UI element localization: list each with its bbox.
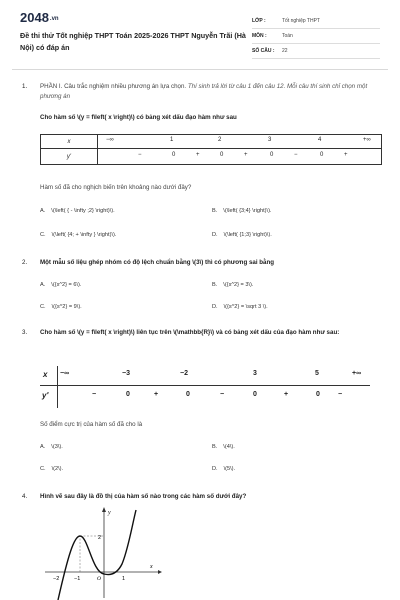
question-3 (22, 328, 382, 338)
option-c[interactable]: C. \(2\). (40, 466, 64, 472)
meta-key: MÔN : (252, 33, 267, 39)
option-a[interactable]: A. \({s^2} = 6\). (40, 282, 82, 288)
question-4 (22, 492, 382, 502)
sign: 0 (126, 391, 130, 398)
question-text: Cho hàm số \(y = f\left( x \right)\) có bảng xét dấu đạo hàm như sau (40, 114, 237, 121)
table-divider-h (40, 385, 370, 386)
function-curve (58, 510, 136, 600)
x-axis-arrow (158, 570, 162, 574)
sign: − (338, 391, 343, 398)
document-title: Đề thi thử Tốt nghiệp THPT Toán 2025-2026 THPT Nguyễn Trãi (Hà Nội) có đáp án (20, 31, 246, 52)
sign: + (244, 152, 248, 158)
y-tick-label: 2 (98, 535, 102, 541)
table-divider-v (57, 366, 58, 408)
y-label: y' (42, 391, 49, 400)
y-axis-label: y (108, 510, 111, 516)
x-label: x (43, 370, 48, 379)
question-text: Một mẫu số liệu ghép nhóm có độ lệch chuẩn bằng \(3\) thì có phương sai bằng (40, 259, 275, 266)
y-signs-row (98, 149, 382, 165)
sign: 0 (320, 152, 324, 158)
option-b[interactable]: B. \({s^2} = 3\). (212, 282, 254, 288)
meta-value: 22 (282, 48, 288, 54)
sign-table-1 (40, 134, 382, 165)
y-axis-arrow (102, 507, 106, 512)
meta-row-count (252, 44, 380, 59)
x-tick-label: −2 (53, 576, 60, 582)
question-2 (22, 258, 382, 268)
question-text: Hàm số đã cho nghịch biến trên khoảng nào dưới đây? (40, 184, 192, 191)
option-d[interactable]: D. \(5\). (212, 466, 236, 472)
function-graph (40, 506, 170, 600)
meta-panel (252, 14, 380, 59)
part-heading: PHẦN I. Câu trắc nghiệm nhiều phương án lựa chọn. (40, 83, 187, 90)
x-axis-label: x (150, 564, 153, 570)
question-1-given (40, 113, 380, 123)
option-b[interactable]: B. \(\left( {3;4} \right)\). (212, 208, 272, 214)
question-number: 2. (22, 259, 28, 266)
option-a[interactable]: A. \(\left( { - \infty ;2} \right)\). (40, 208, 115, 214)
meta-key: LỚP : (252, 18, 266, 24)
x-tick-label: −1 (74, 576, 81, 582)
meta-value: Tốt nghiệp THPT (282, 18, 320, 24)
x-value: 5 (315, 370, 319, 377)
sign: − (220, 391, 225, 398)
x-value: 3 (268, 137, 272, 143)
x-value: 3 (253, 370, 257, 377)
question-text: Số điểm cực trị của hàm số đã cho là (40, 421, 143, 428)
sign: − (294, 152, 298, 158)
sign: + (154, 391, 159, 398)
question-1-ask (40, 183, 380, 193)
page-header (0, 0, 400, 64)
sign: − (92, 391, 97, 398)
option-d[interactable]: D. \({s^2} = \sqrt 3 \). (212, 304, 268, 310)
question-text: Cho hàm số \(y = f\left( x \right)\) liên tục trên \(\mathbb{R}\) và có bảng xét dấu của đạo hàm như sau: (40, 329, 340, 336)
part-instruction: Thí sinh trả lời từ câu 1 đến câu 12. Mỗi câu thí sinh chỉ chọn một phương án (40, 83, 368, 100)
sign: + (196, 152, 200, 158)
sign: 0 (172, 152, 176, 158)
meta-value: Toán (282, 33, 293, 39)
sign: 0 (270, 152, 274, 158)
question-3-ask (40, 420, 380, 430)
sign: + (344, 152, 348, 158)
x-values-row (98, 135, 382, 149)
meta-key: SỐ CÂU : (252, 48, 275, 54)
origin-label: O (97, 576, 101, 582)
question-number: 1. (22, 83, 28, 90)
option-a[interactable]: A. \(3\). (40, 444, 63, 450)
question-number: 4. (22, 493, 28, 500)
x-value: −∞ (106, 137, 114, 143)
x-value: −2 (180, 370, 188, 377)
site-logo[interactable] (20, 10, 59, 25)
x-value: −3 (122, 370, 130, 377)
sign: − (138, 152, 142, 158)
meta-row-subject (252, 29, 380, 44)
question-text: Hình vẽ sau đây là đồ thị của hàm số nào trong các hàm số dưới đây? (40, 493, 247, 500)
x-value: 1 (170, 137, 174, 143)
x-value: +∞ (352, 370, 362, 377)
option-b[interactable]: B. \(4\). (212, 444, 235, 450)
x-tick-label: 1 (122, 576, 126, 582)
logo-text: 2048 (20, 10, 49, 25)
x-value: +∞ (363, 137, 371, 143)
y-label: y' (41, 149, 98, 165)
question-1 (22, 82, 382, 102)
x-value: 4 (318, 137, 322, 143)
x-label: x (41, 135, 98, 149)
sign: 0 (186, 391, 190, 398)
option-c[interactable]: C. \({s^2} = 9\). (40, 304, 82, 310)
x-value: −∞ (60, 370, 70, 377)
logo-tld: .vn (49, 16, 59, 22)
header-divider (12, 69, 388, 70)
sign: 0 (253, 391, 257, 398)
option-d[interactable]: D. \(\left( {1;3} \right)\). (212, 232, 272, 238)
sign: 0 (220, 152, 224, 158)
meta-row-class (252, 14, 380, 29)
sign-table-3 (40, 366, 380, 408)
sign: + (284, 391, 289, 398)
sign: 0 (316, 391, 320, 398)
x-value: 2 (218, 137, 222, 143)
option-c[interactable]: C. \(\left( {4; + \infty } \right)\). (40, 232, 117, 238)
question-number: 3. (22, 329, 28, 336)
